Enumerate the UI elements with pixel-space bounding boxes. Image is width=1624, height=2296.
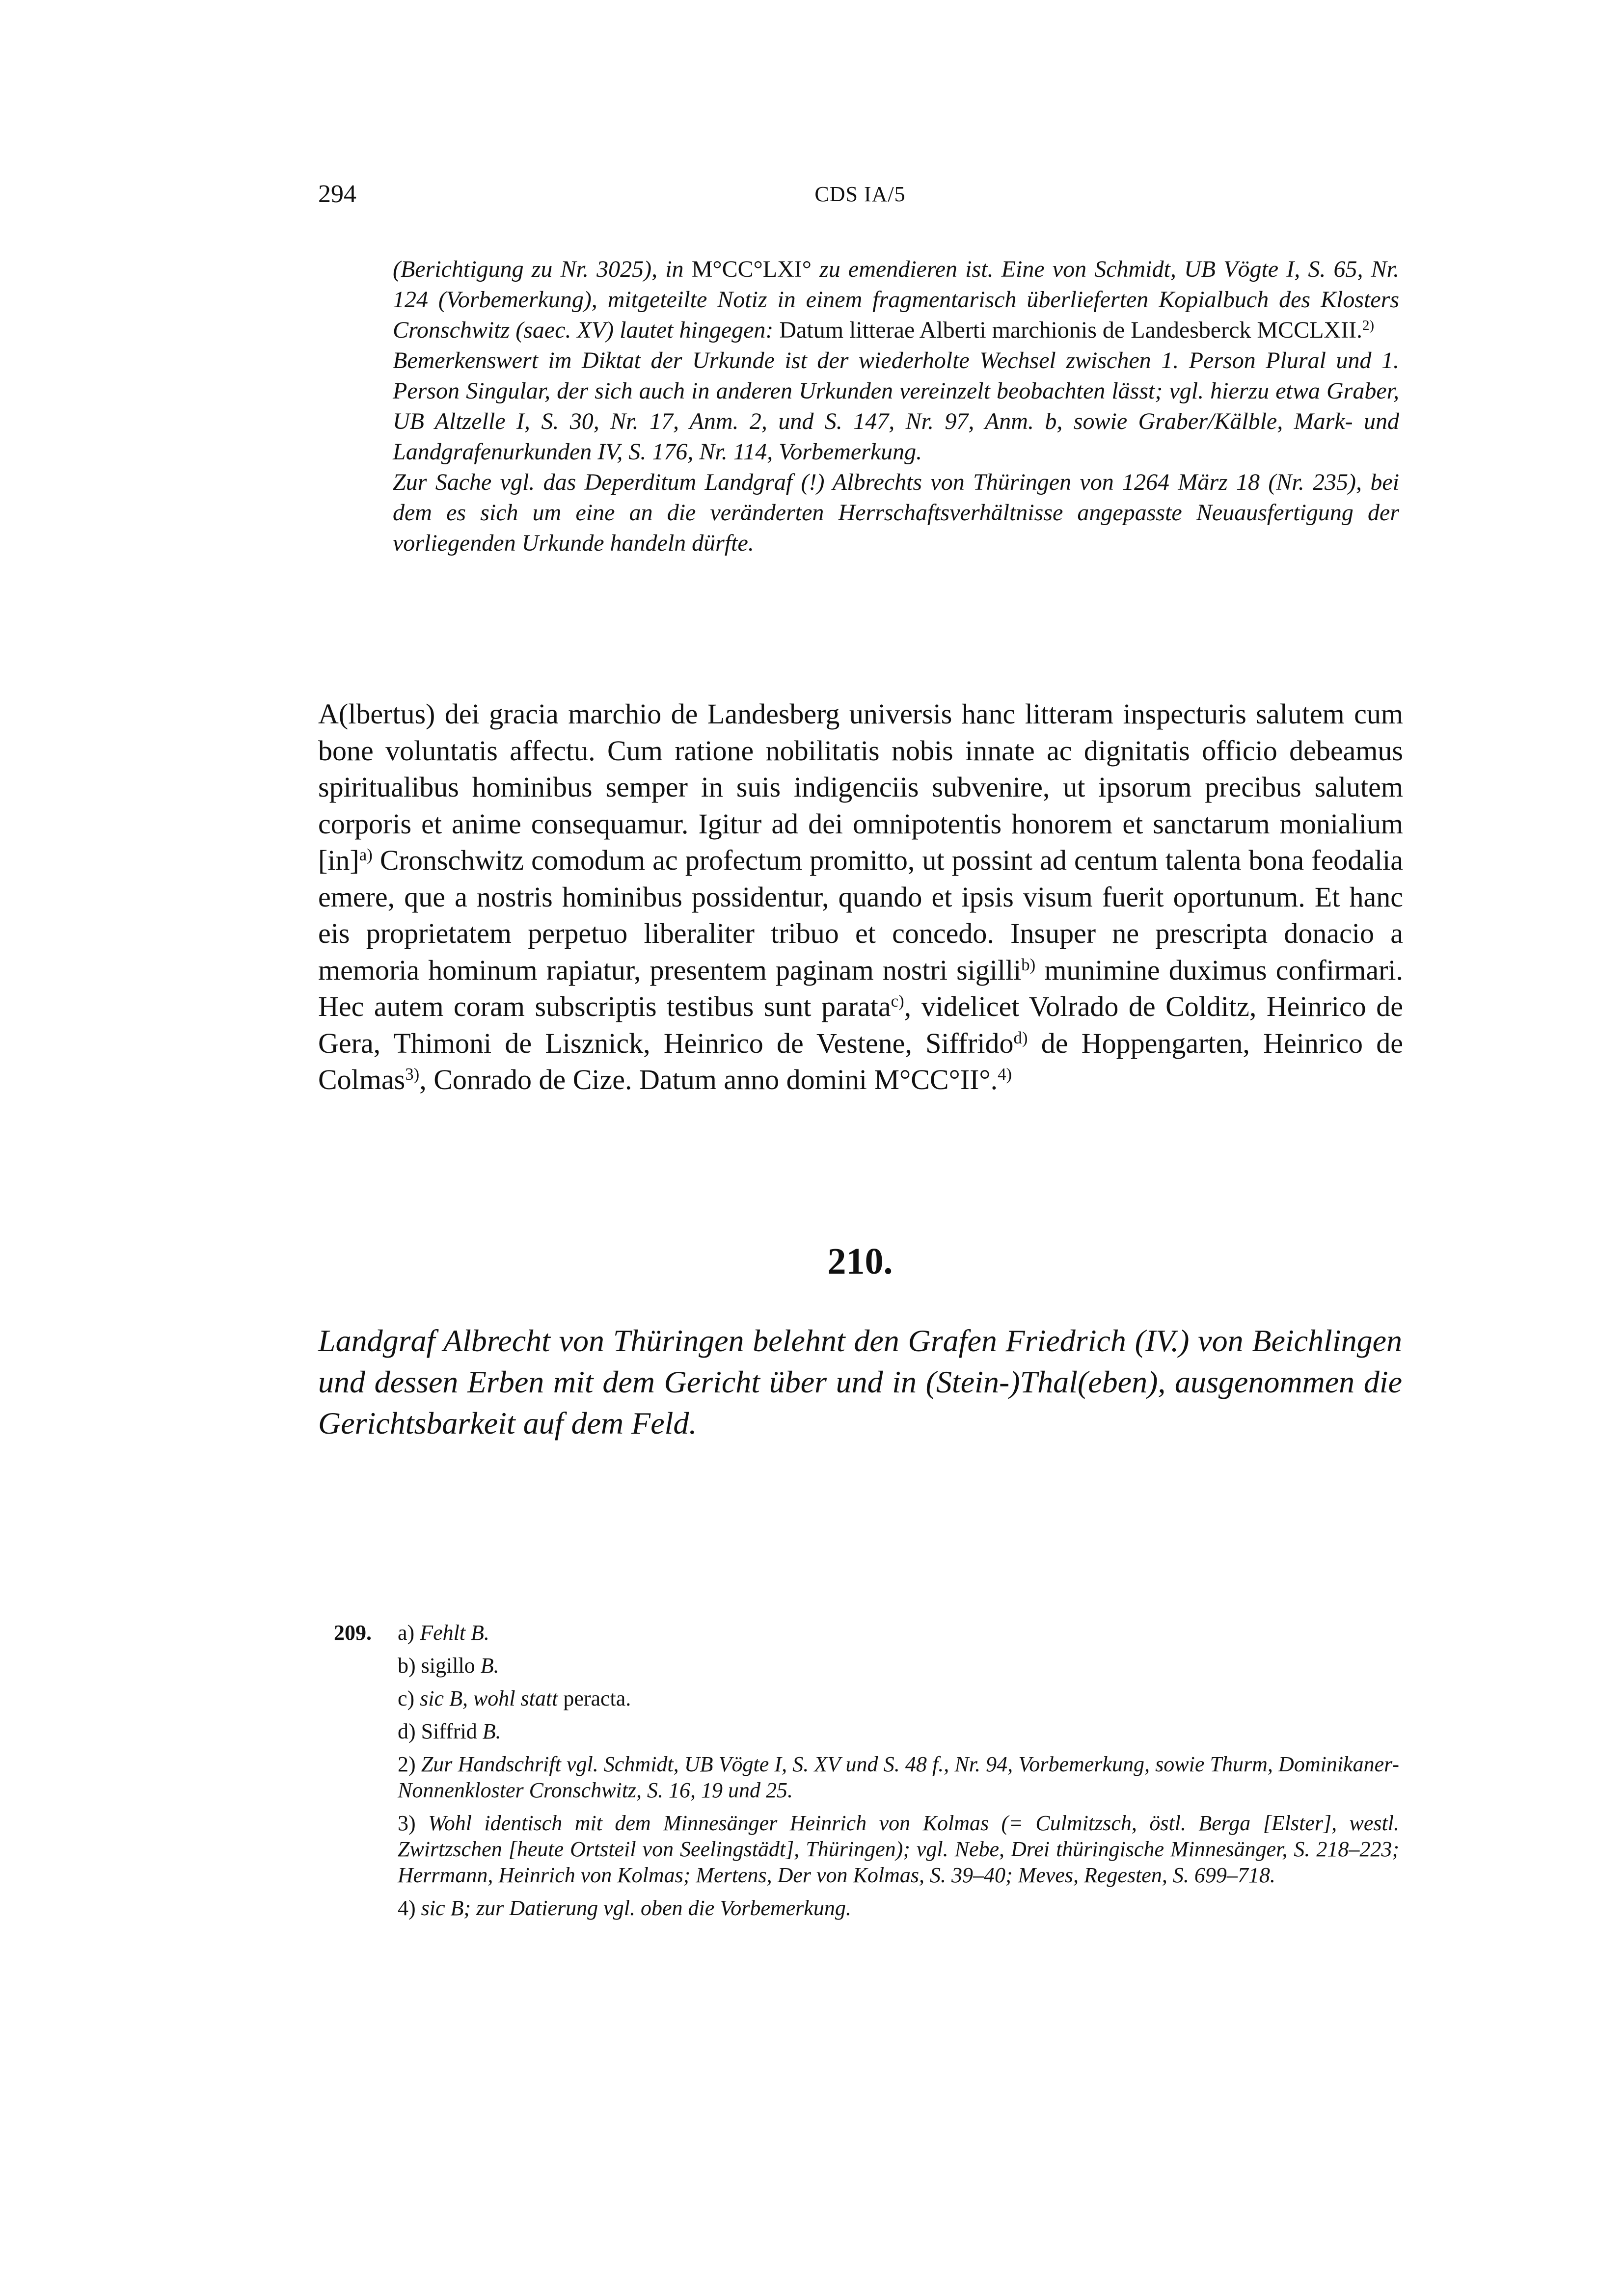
charter-segment: , videlicet Volrado de Colditz, Heinrico de Gera, Thimoni de Lisznick, Heinrico de Vestene, Siffrido: [318, 990, 1403, 1059]
remark-paragraph: [393, 346, 1399, 467]
remark-text: Bemerkenswert im Diktat der Urkunde ist der wiederholte Wechsel zwischen 1. Person Plural und 1. Person Singular, der sich auch in anderen Urkunden vereinzelt beobachten lässt; vgl. hierzu etwa Graber, UB Altzelle I, S. 30, Nr. 17, Anm. 2, und S. 147, Nr. 97, Anm. b, sowie Graber/Kälble, Mark- und Landgrafenurkunden IV, S. 176, Nr. 114, Vorbemerkung.: [393, 347, 1399, 465]
charter-segment: , Conrado de Cize. Datum anno domini M°CC°II°.: [419, 1064, 998, 1095]
footnote-ref: 3): [405, 1064, 420, 1084]
page-header: [318, 175, 1402, 214]
remark-quote: Datum litterae Alberti marchionis de Landesberck MCCLXII.: [779, 317, 1363, 343]
footnote-item: [398, 1751, 1399, 1803]
footnote-item: [398, 1718, 1399, 1744]
preliminary-remarks: [393, 254, 1399, 559]
footnote-mark: c): [398, 1686, 420, 1710]
running-head: CDS IA/5: [814, 182, 906, 206]
footnote-text: Fehlt B.: [420, 1621, 489, 1645]
footnote-mark: a): [398, 1621, 420, 1645]
footnote-text: B.: [482, 1719, 501, 1743]
footnote-text: peracta.: [563, 1686, 631, 1710]
remark-paragraph: [393, 467, 1399, 559]
footnote-text: B.: [480, 1654, 499, 1678]
footnote-item: [398, 1895, 1399, 1921]
charter-segment: de Hoppengarten, Heinrico de Colmas: [318, 1027, 1403, 1095]
remark-text: Zur Sache vgl. das Deperditum Landgraf (!) Albrechts von Thüringen von 1264 März 18 (Nr. 235), bei dem es sich um eine an die veränderten Herrschaftsverhältnisse angepasste Neuausfertigung der vorliegenden Urkunde handeln dürfte.: [393, 469, 1399, 556]
footnote-mark: d) Siffrid: [398, 1719, 483, 1743]
footnote-ref: c): [891, 991, 904, 1011]
charter-segment: munimine duximus confirmari. Hec autem coram subscriptis testibus sunt parata: [318, 954, 1404, 1022]
footnote-text: Wohl identisch mit dem Minnesänger Heinrich von Kolmas (= Culmitzsch, östl. Berga [Elster], westl. Zwirtzschen [heute Ortsteil von Seelingstädt], Thüringen); vgl. Nebe, Drei thüringische Minnesänger, S. 218–223; Herrmann, Heinrich von Kolmas; Mertens, Der von Kolmas, S. 39–40; Meves, Regesten, S. 699–718.: [398, 1811, 1399, 1887]
charter-segment: A(lbertus) dei gracia marchio de Landesberg universis hanc litteram inspecturis salutem cum bone voluntatis affectu. Cum ratione nobilitatis nobis innate ac dignitatis officio debeamus spiritualibus hominibus semper in suis indigenciis subvenire, ut ipsorum precibus salutem corporis et anime consequamur. Igitur ad dei omnipotentis honorem et sanctarum monialium [in]: [318, 698, 1403, 876]
footnote-text: Zur Handschrift vgl. Schmidt, UB Vögte I, S. XV und S. 48 f., Nr. 94, Vorbemerkung, sowie Thurm, Dominikaner-Nonnenkloster Cronschwitz, S. 16, 19 und 25.: [398, 1752, 1399, 1802]
footnote-text: sic B; zur Datierung vgl. oben die Vorbemerkung.: [421, 1896, 851, 1920]
footnote-mark: 4): [398, 1896, 421, 1920]
footnote-item: [398, 1685, 1399, 1711]
footnote-ref: a): [359, 845, 373, 864]
footnote-list: [398, 1620, 1399, 1921]
footnote-ref: d): [1013, 1028, 1028, 1047]
footnote-ref: 4): [998, 1064, 1012, 1084]
footnote-ref: 2): [1362, 318, 1375, 334]
footnote-item: [398, 1653, 1399, 1679]
regest-heading: Landgraf Albrecht von Thüringen belehnt den Grafen Friedrich (IV.) von Beichlingen und dessen Erben mit dem Gericht über und in (Stein-)Thal(eben), ausgenommen die Gerichtsbarkeit auf dem Feld.: [318, 1323, 1402, 1441]
charter-segment: Cronschwitz comodum ac profectum promitto, ut possint ad centum talenta bona feodalia emere, que a nostris hominibus possidentur, quando et ipsis visum fuerit oportunum. Et hanc eis proprietatem perpetuo liberaliter tribuo et concedo. Insuper ne prescripta donacio a memoria hominum rapiatur, presentem paginam nostri sigilli: [318, 844, 1403, 986]
remark-paragraph: [393, 254, 1399, 346]
document-number: 210.: [827, 1241, 893, 1282]
remark-text: zu emendieren ist. Eine von Schmidt, UB Vögte I, S. 65, Nr. 124 (Vorbemerkung), mitgeteilte Notiz in einem fragmentarisch überlieferten Kopialbuch des Klosters Cronschwitz (saec. XV) lautet hingegen:: [393, 256, 1399, 343]
footnote-mark: b) sigillo: [398, 1654, 481, 1678]
footnote-item: [398, 1810, 1399, 1888]
footnote-ref: b): [1021, 955, 1036, 974]
footnote-mark: 2): [398, 1752, 421, 1776]
remark-text: (Berichtigung zu Nr. 3025), in: [393, 256, 692, 282]
footnote-item: [398, 1620, 1399, 1646]
footnote-label: 209.: [334, 1621, 372, 1645]
footnotes: [334, 1620, 1399, 1928]
page-number: 294: [318, 180, 356, 208]
charter-paragraph: [318, 696, 1403, 1098]
footnote-mark: 3): [398, 1811, 429, 1835]
footnote-text: sic B, wohl statt: [420, 1686, 564, 1710]
charter-text: [318, 696, 1403, 1098]
remark-date: M°CC°LXI°: [691, 256, 812, 282]
